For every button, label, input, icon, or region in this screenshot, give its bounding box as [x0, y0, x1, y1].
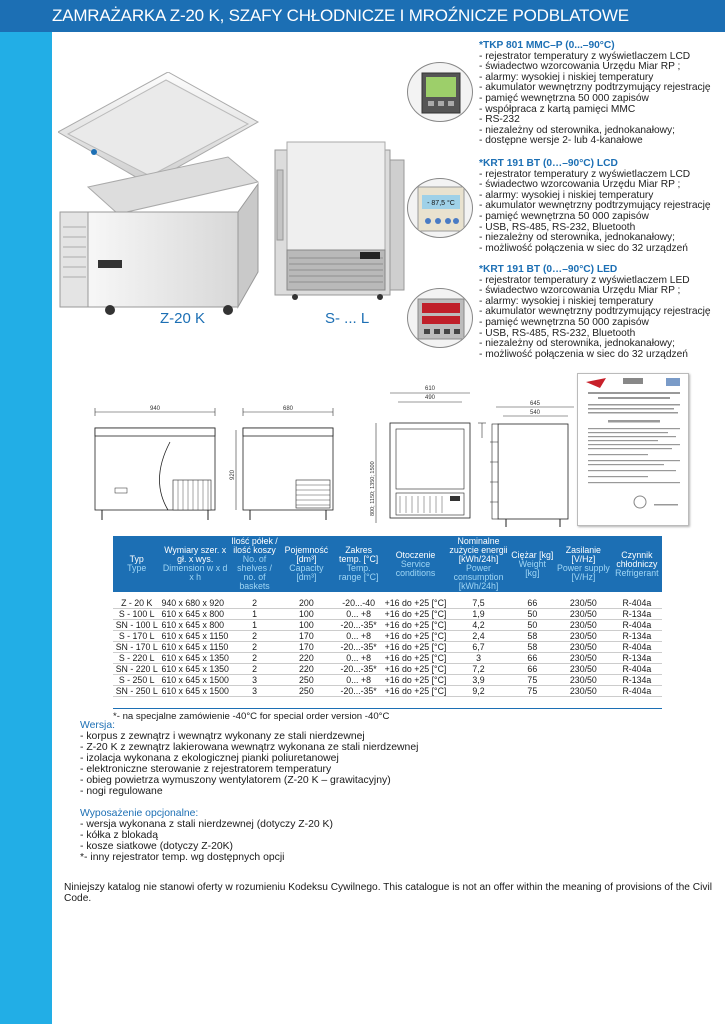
- table-cell: 75: [510, 675, 555, 686]
- table-cell: 6,7: [447, 642, 509, 653]
- table-cell: R-134a: [612, 675, 662, 686]
- table-cell: 0... +8: [334, 631, 384, 642]
- col-header: Zasilanie [V/Hz] Power supply [V/Hz]: [556, 545, 610, 582]
- table-cell: Z - 20 K: [113, 598, 160, 609]
- table-cell: 2: [230, 598, 279, 609]
- drawing-cabinet-side: [488, 392, 578, 532]
- table-bottom-rule: [113, 697, 662, 709]
- table-cell: 50: [510, 620, 555, 631]
- table-cell: SN - 100 L: [113, 620, 160, 631]
- option-item: - kółka z blokadą: [80, 830, 158, 841]
- spec-item: - akumulator wewnętrzny podtrzymujący rejestrację: [479, 82, 711, 94]
- table-cell: 200: [279, 598, 334, 609]
- option-item: - kosze siatkowe (dotyczy Z-20K): [80, 841, 234, 852]
- table-cell: R-404a: [612, 686, 662, 697]
- versions-section: [80, 720, 418, 797]
- table-cell: 1: [230, 620, 279, 631]
- spec-item: - możliwość połączenia w siec do 32 urządzeń: [479, 348, 688, 360]
- table-cell: 230/50: [555, 686, 612, 697]
- spec-item: - możliwość połączenia w siec do 32 urządzeń: [479, 242, 688, 254]
- spec-title: *KRT 191 BT (0…–90°C) LED: [479, 264, 618, 275]
- dim-heights: 800; 1150; 1350; 1500: [370, 461, 376, 516]
- table-cell: 610 x 645 x 800: [160, 609, 230, 620]
- controller-spec-krt191-lcd: [479, 159, 711, 254]
- table-cell: 9,2: [447, 686, 509, 697]
- table-cell: R-134a: [612, 653, 662, 664]
- table-cell: +16 do +25 [°C]: [384, 642, 447, 652]
- dim-645: 645: [529, 401, 541, 407]
- spec-item: - USB, RS-485, RS-232, Bluetooth: [479, 327, 636, 339]
- drawing-chest-side: [228, 400, 338, 525]
- table-cell: 66: [510, 664, 555, 675]
- table-cell: 230/50: [555, 664, 612, 675]
- table-cell: +16 do +25 [°C]: [384, 686, 447, 696]
- dim-940: 940: [149, 406, 161, 412]
- table-cell: -20...-35*: [334, 686, 384, 697]
- table-cell: -20...-40: [334, 598, 384, 609]
- chest-freezer-image: [58, 72, 268, 317]
- dim-610: 610: [424, 386, 436, 392]
- col-header: Nominalne zużycie energii [kWh/24h] Power consumption [kWh/24h]: [449, 536, 508, 591]
- table-cell: 100: [279, 609, 334, 620]
- spec-item: - świadectwo wzorcowania Urzędu Miar RP ;: [479, 285, 681, 297]
- table-cell: S - 170 L: [113, 631, 160, 642]
- table-cell: 3: [230, 675, 279, 686]
- table-cell: R-134a: [612, 631, 662, 642]
- spec-item: - pamięć wewnętrzna 50 000 zapisów: [479, 210, 649, 222]
- table-row: [113, 686, 662, 697]
- upright-cabinet-image: [265, 140, 410, 305]
- spec-item: - alarmy: wysokiej i niskiej temperatury: [479, 189, 654, 201]
- table-cell: 7,2: [447, 664, 509, 675]
- spec-item: - alarmy: wysokiej i niskiej temperatury: [479, 295, 654, 307]
- spec-item: - dostępne wersje 2- lub 4-kanałowe: [479, 135, 643, 147]
- table-cell: 170: [279, 631, 334, 642]
- table-cell: S - 250 L: [113, 675, 160, 686]
- table-footnote: *- na specjalne zamówienie -40°C for special order version -40°C: [113, 711, 390, 722]
- table-cell: 230/50: [555, 642, 612, 653]
- left-accent-bar: [0, 0, 52, 1024]
- table-cell: +16 do +25 [°C]: [384, 631, 447, 641]
- spec-item: - rejestrator temperatury z wyświetlaczem LCD: [479, 50, 691, 62]
- drawing-cabinet-front: [368, 383, 488, 533]
- table-cell: 220: [279, 664, 334, 675]
- controller-tkp801-image: [407, 62, 473, 122]
- controller-krt191-led-image: [407, 288, 473, 348]
- table-cell: S - 220 L: [113, 653, 160, 664]
- dim-490: 490: [424, 395, 436, 401]
- options-title: Wyposażenie opcjonalne:: [80, 808, 199, 819]
- table-cell: -20...-35*: [334, 664, 384, 675]
- versions-title: Wersja:: [80, 720, 116, 731]
- table-row: [113, 642, 662, 653]
- table-cell: 230/50: [555, 675, 612, 686]
- table-row: [113, 653, 662, 664]
- table-cell: 220: [279, 653, 334, 664]
- spec-item: - pamięć wewnętrzna 50 000 zapisów: [479, 92, 649, 104]
- table-cell: 230/50: [555, 598, 612, 609]
- table-cell: 230/50: [555, 620, 612, 631]
- table-cell: S - 100 L: [113, 609, 160, 620]
- version-item: - Z-20 K z zewnątrz lakierowana wewnątrz wykonana ze stali nierdzewnej: [80, 742, 419, 753]
- disclaimer-text: Niniejszy katalog nie stanowi oferty w rozumieniu Kodeksu Cywilnego. This catalogue is not an offer within the meaning of provisions of the Civil Code.: [64, 882, 712, 904]
- header-bar: [0, 0, 725, 32]
- option-item: *- inny rejestrator temp. wg dostępnych opcji: [80, 852, 285, 863]
- spec-item: - świadectwo wzorcowania Urzędu Miar RP ;: [479, 179, 681, 191]
- table-cell: 1: [230, 609, 279, 620]
- table-cell: 2: [230, 664, 279, 675]
- table-cell: +16 do +25 [°C]: [384, 675, 447, 685]
- table-cell: 3: [447, 653, 509, 664]
- col-header: Zakres temp. [°C] Temp. range [°C]: [338, 545, 379, 582]
- spec-item: - niezależny od sterownika, jednokanałowy;: [479, 124, 675, 136]
- table-cell: 66: [510, 653, 555, 664]
- drawing-chest-front: [90, 400, 220, 525]
- table-cell: 170: [279, 642, 334, 653]
- spec-table: [113, 536, 662, 697]
- dim-680: 680: [282, 406, 294, 412]
- spec-item: - świadectwo wzorcowania Urzędu Miar RP ;: [479, 61, 681, 73]
- spec-title: *KRT 191 BT (0…–90°C) LCD: [479, 158, 618, 169]
- table-cell: 940 x 680 x 920: [160, 598, 230, 609]
- table-cell: 2: [230, 642, 279, 653]
- table-row: [113, 675, 662, 686]
- spec-item: - pamięć wewnętrzna 50 000 zapisów: [479, 316, 649, 328]
- table-cell: 230/50: [555, 609, 612, 620]
- caption-cabinet: S- ... L: [325, 310, 370, 327]
- col-header: Pojemność [dm³] Capacity [dm³]: [284, 545, 329, 582]
- table-header-row: [113, 536, 662, 592]
- col-header: Wymiary szer. x gł. x wys. Dimension w x d x h: [162, 545, 228, 582]
- table-cell: 3,9: [447, 675, 509, 686]
- table-cell: 230/50: [555, 631, 612, 642]
- caption-chest-freezer: Z-20 K: [160, 310, 206, 327]
- spec-item: - RS-232: [479, 114, 520, 126]
- table-cell: 250: [279, 686, 334, 697]
- option-item: - wersja wykonana z stali nierdzewnej (dotyczy Z-20 K): [80, 819, 333, 830]
- table-cell: -20...-35*: [334, 620, 384, 631]
- options-section: [80, 808, 333, 863]
- table-cell: 2,4: [447, 631, 509, 642]
- dim-920: 920: [230, 469, 236, 480]
- version-item: - elektroniczne sterowanie z rejestratorem temperatury: [80, 764, 332, 775]
- version-item: - nogi regulowane: [80, 786, 163, 797]
- table-cell: 2: [230, 631, 279, 642]
- table-row: [113, 620, 662, 631]
- table-cell: 1,9: [447, 609, 509, 620]
- table-row: [113, 631, 662, 642]
- col-header: Czynnik chłodniczy Refrigerant: [615, 549, 659, 578]
- table-body: [113, 592, 662, 697]
- controller-krt191-lcd-image: [407, 178, 473, 238]
- table-cell: 0... +8: [334, 675, 384, 686]
- table-cell: 58: [510, 631, 555, 642]
- table-cell: +16 do +25 [°C]: [384, 598, 447, 608]
- table-row: [113, 664, 662, 675]
- spec-item: - niezależny od sterownika, jednokanałowy;: [479, 338, 675, 350]
- table-cell: 75: [510, 686, 555, 697]
- table-cell: 250: [279, 675, 334, 686]
- table-cell: 230/50: [555, 653, 612, 664]
- dim-540: 540: [529, 410, 541, 416]
- table-cell: 7,5: [447, 598, 509, 609]
- table-cell: R-134a: [612, 609, 662, 620]
- table-cell: 610 x 645 x 1500: [161, 675, 229, 685]
- spec-item: - akumulator wewnętrzny podtrzymujący rejestrację: [479, 306, 711, 318]
- table-cell: +16 do +25 [°C]: [384, 620, 447, 630]
- table-cell: 58: [510, 642, 555, 653]
- spec-item: - alarmy: wysokiej i niskiej temperatury: [479, 71, 654, 83]
- table-cell: R-404a: [612, 642, 662, 653]
- page-title: ZAMRAŻARKA Z-20 K, SZAFY CHŁODNICZE I MROŹNICZE PODBLATOWE: [52, 6, 629, 25]
- table-cell: 610 x 645 x 1350: [161, 653, 229, 663]
- table-cell: 100: [279, 620, 334, 631]
- table-cell: R-404a: [612, 664, 662, 675]
- spec-item: - współpraca z kartą pamięci MMC: [479, 103, 636, 115]
- col-header: Ciężar [kg] Weight [kg]: [511, 549, 554, 578]
- table-cell: 4,2: [447, 620, 509, 631]
- spec-item: - rejestrator temperatury z wyświetlaczem LCD: [479, 168, 691, 180]
- table-cell: SN - 250 L: [113, 686, 160, 697]
- table-cell: -20...-35*: [334, 642, 384, 653]
- spec-item: - USB, RS-485, RS-232, Bluetooth: [479, 221, 636, 233]
- table-cell: +16 do +25 [°C]: [384, 653, 447, 663]
- spec-item: - niezależny od sterownika, jednokanałowy;: [479, 232, 675, 244]
- certificate-image: [577, 373, 689, 526]
- table-cell: 3: [230, 686, 279, 697]
- table-cell: 50: [510, 609, 555, 620]
- spec-title: *TKP 801 MMC–P (0...–90°C): [479, 40, 615, 51]
- lcd-readout: - 87,5 °C: [427, 200, 455, 207]
- table-cell: +16 do +25 [°C]: [384, 609, 447, 619]
- spec-item: - akumulator wewnętrzny podtrzymujący rejestrację: [479, 200, 711, 212]
- spec-item: - rejestrator temperatury z wyświetlaczem LED: [479, 274, 690, 286]
- table-cell: 0... +8: [334, 653, 384, 664]
- table-cell: 610 x 645 x 800: [160, 620, 230, 631]
- version-item: - korpus z zewnątrz i wewnątrz wykonany ze stali nierdzewnej: [80, 731, 365, 742]
- controller-spec-tkp801: [479, 41, 711, 147]
- table-cell: +16 do +25 [°C]: [384, 664, 447, 674]
- table-cell: SN - 220 L: [113, 664, 160, 675]
- table-cell: 66: [510, 598, 555, 609]
- table-cell: 610 x 645 x 1350: [161, 664, 229, 674]
- table-cell: 0... +8: [334, 609, 384, 620]
- table-cell: 610 x 645 x 1500: [161, 686, 229, 696]
- table-cell: SN - 170 L: [113, 642, 160, 653]
- table-row: [113, 598, 662, 609]
- table-row: [113, 609, 662, 620]
- table-cell: 610 x 645 x 1150: [161, 642, 229, 652]
- spec-table-container: [113, 536, 662, 709]
- col-header: Ilość półek / ilość koszy No. of shelves / no. of baskets: [231, 536, 278, 591]
- col-header: Otoczenie Service conditions: [395, 549, 436, 578]
- table-cell: R-404a: [612, 620, 662, 631]
- table-cell: 610 x 645 x 1150: [161, 631, 229, 641]
- table-cell: 2: [230, 653, 279, 664]
- controller-spec-krt191-led: [479, 265, 711, 360]
- table-cell: R-404a: [612, 598, 662, 609]
- version-item: - obieg powietrza wymuszony wentylatorem (Z-20 K – grawitacyjny): [80, 775, 391, 786]
- version-item: - izolacja wykonana z ekologicznej pianki poliuretanowej: [80, 753, 339, 764]
- col-header: Typ Type: [127, 554, 147, 573]
